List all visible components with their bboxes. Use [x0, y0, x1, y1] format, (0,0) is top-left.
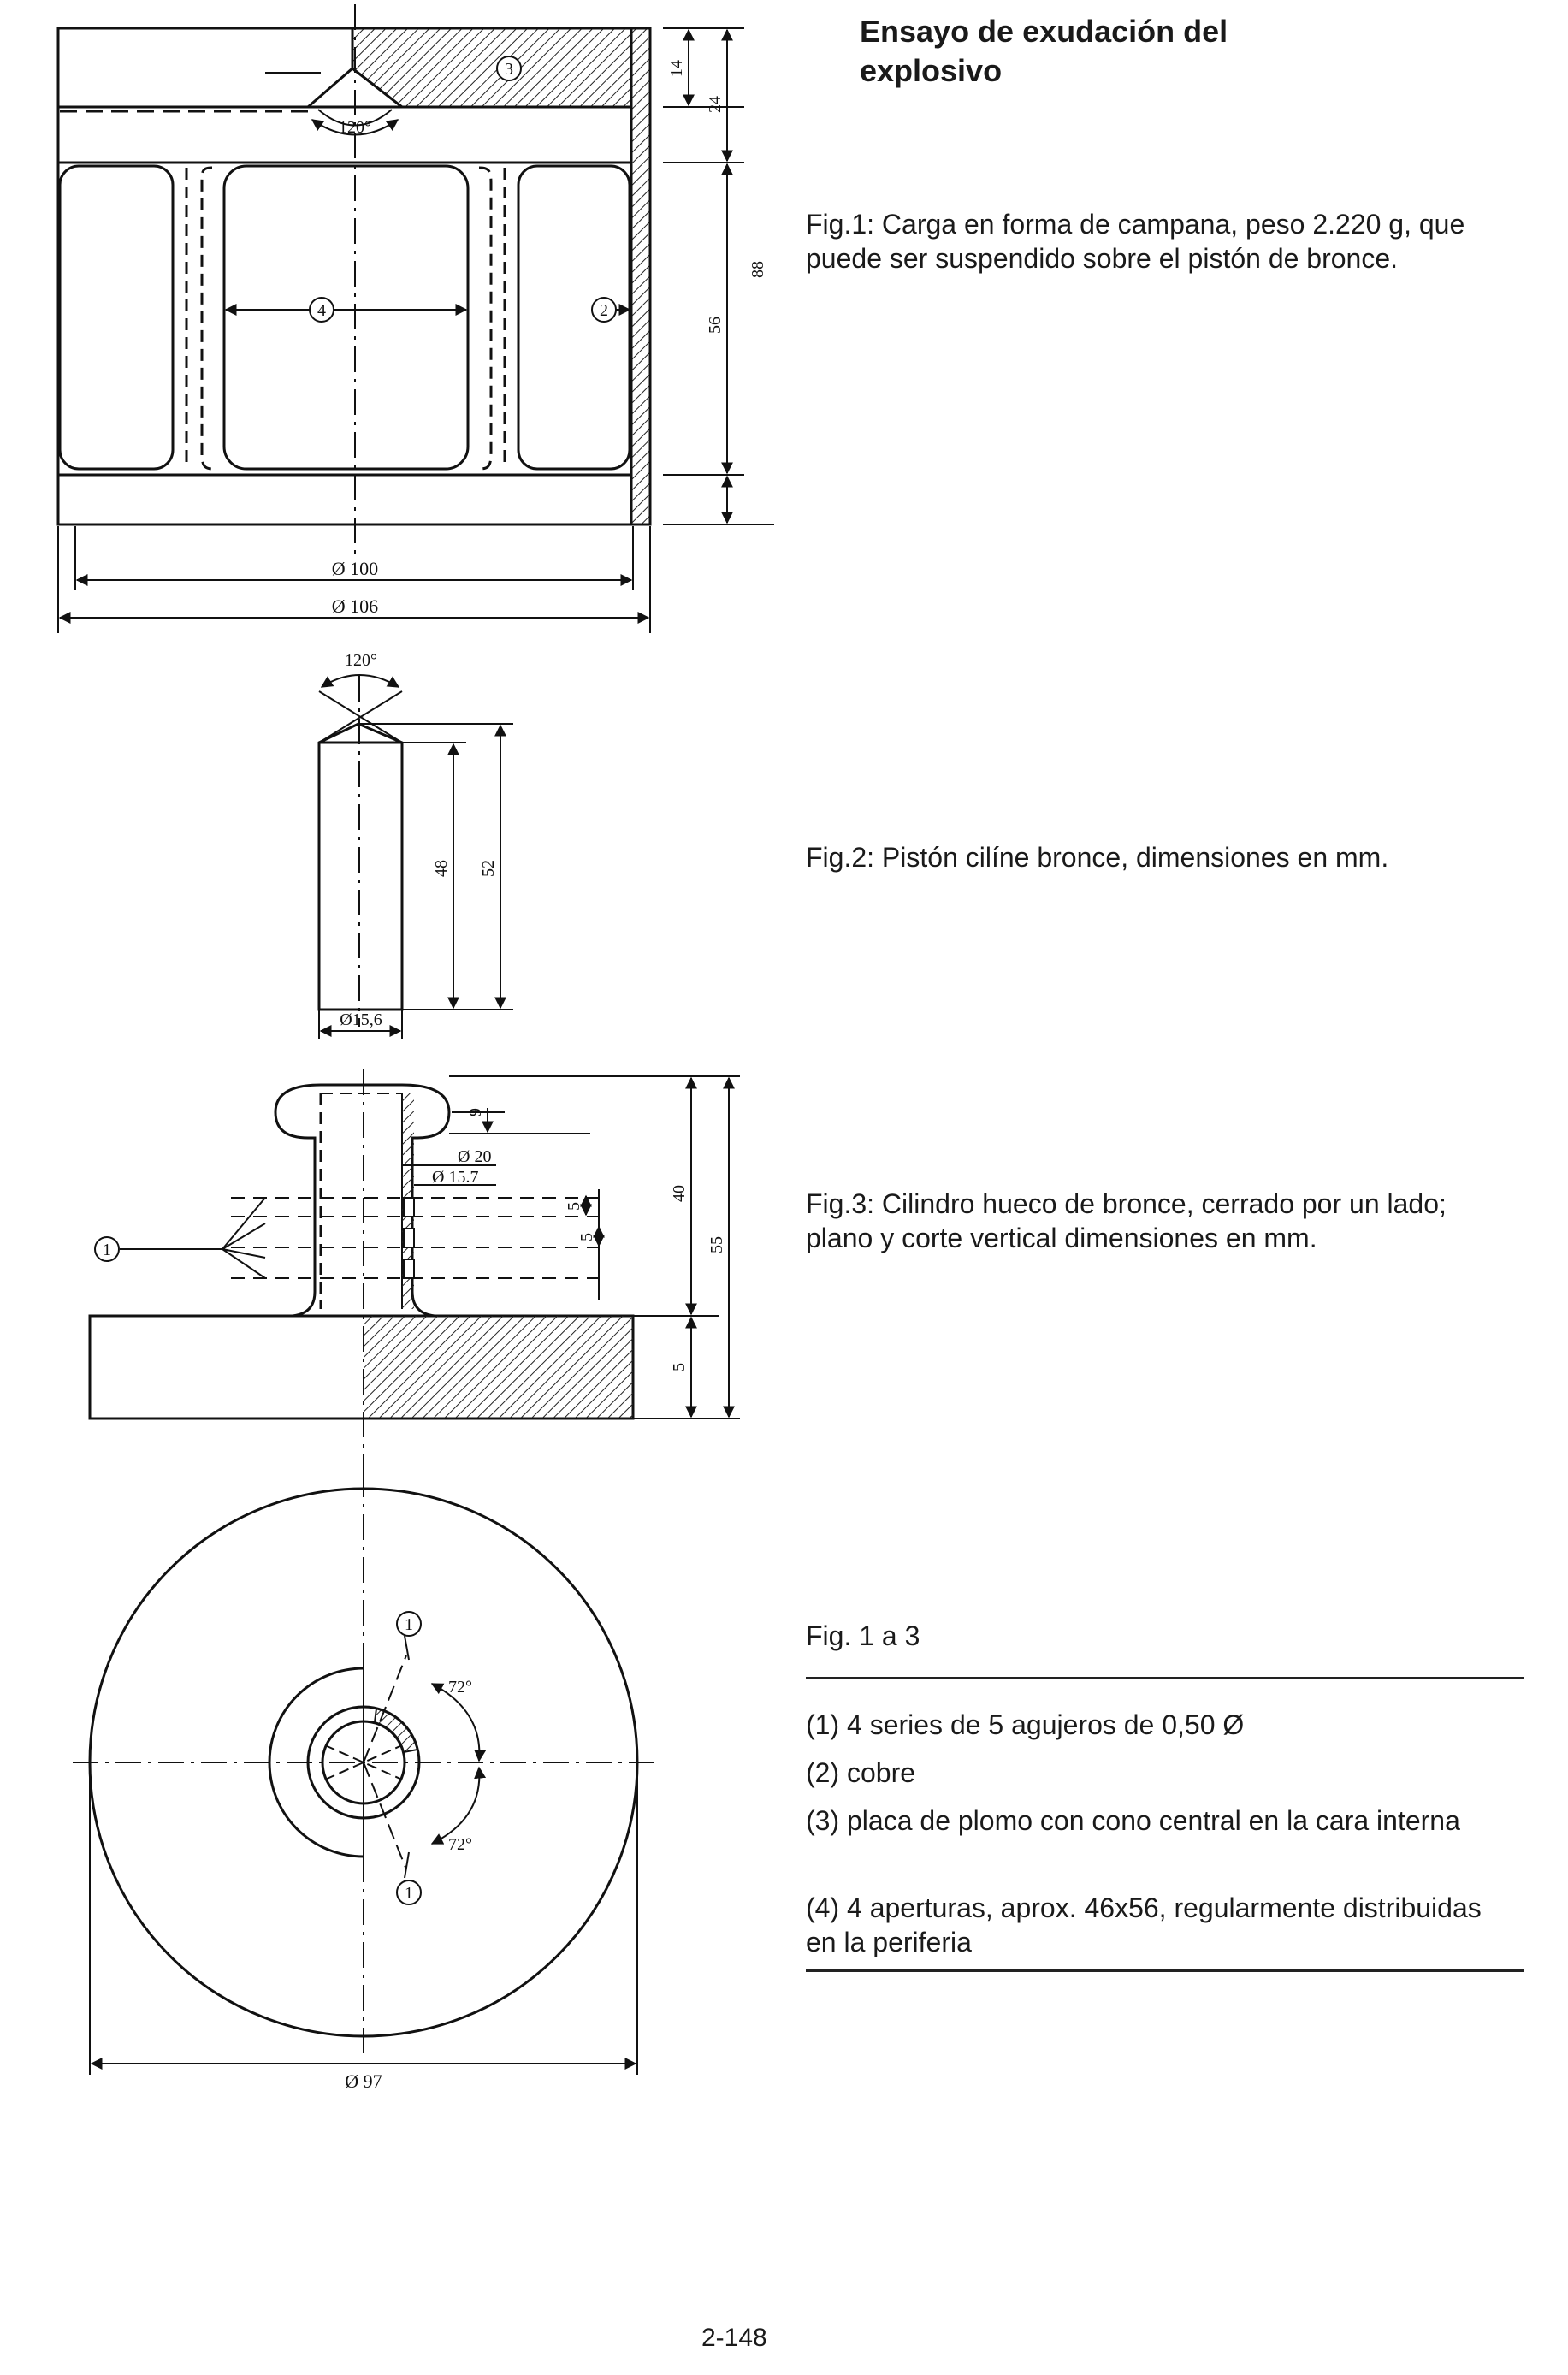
legend-bottom-rule: [806, 1969, 1524, 1972]
fig2-piston-drawing: [319, 675, 513, 1039]
fig3-callout-1: 1: [103, 1241, 111, 1259]
legend-item-1: (1) 4 series de 5 agujeros de 0,50 Ø: [806, 1709, 1245, 1740]
fig1-callout-2: 2: [600, 301, 608, 320]
fig3-caption: Fig.3: Cilindro hueco de bronce, cerrado por un lado; plano y corte vertical dimensiones en mm.: [806, 1188, 1447, 1253]
fig1-angle-label: 120°: [339, 118, 371, 137]
window-center: [224, 166, 468, 469]
fig4-callout-1-bottom: 1: [405, 1884, 413, 1903]
fig3-dim-5c: 5: [670, 1363, 689, 1371]
fig1-bell-drawing: [58, 4, 774, 633]
fig4-dim-97: Ø 97: [345, 2070, 382, 2092]
window-left: [60, 166, 173, 469]
fig1-dim-56: 56: [706, 317, 725, 334]
legend-item-4: (4) 4 aperturas, aprox. 46x56, regularmente distribuidas en la periferia: [806, 1892, 1482, 1957]
fig2-dim-52: 52: [479, 860, 498, 877]
copper-strip: [631, 28, 650, 524]
fig4-angle-72-top: 72°: [448, 1678, 472, 1697]
fig3-dim-5a: 5: [565, 1202, 583, 1211]
fig1-dim-100: Ø 100: [331, 558, 379, 579]
fig1-dim-88: 88: [748, 261, 767, 278]
fig3-cylinder-drawing: [90, 1069, 740, 1480]
fig4-callout-1-top: 1: [405, 1615, 413, 1634]
fig1-caption: Fig.1: Carga en forma de campana, peso 2.220 g, que puede ser suspendido sobre el pistón de bronce.: [806, 209, 1465, 274]
fig3-dim-20: Ø 20: [458, 1147, 492, 1166]
page-title: Ensayo de exudación del explosivo: [860, 14, 1228, 88]
legend-item-2: (2) cobre: [806, 1757, 916, 1788]
fig1-callout-4: 4: [317, 301, 326, 320]
fig1-dim-14: 14: [667, 60, 686, 77]
fig3-dim-55: 55: [707, 1236, 726, 1253]
legend-heading: Fig. 1 a 3: [806, 1620, 920, 1651]
fig2-labels: [340, 651, 498, 1029]
fig2-dim-48: 48: [432, 860, 451, 877]
fig1-callout-3: 3: [505, 60, 513, 79]
legend-item-3: (3) placa de plomo con cono central en la cara interna: [806, 1805, 1460, 1836]
fig2-angle-label: 120°: [345, 651, 377, 670]
legend-top-rule: [806, 1677, 1524, 1679]
piston-outline: [319, 724, 402, 1010]
fig1-dim-24: 24: [706, 96, 725, 113]
fig3-dim-157: Ø 15.7: [432, 1168, 479, 1187]
fig2-caption: Fig.2: Pistón cilíne bronce, dimensiones en mm.: [806, 842, 1389, 873]
fig3-dim-9: 9: [466, 1108, 485, 1116]
lead-plate: [352, 28, 631, 107]
fig1-labels: [317, 60, 767, 617]
fig3-dim-40: 40: [670, 1185, 689, 1202]
fig4-plan-drawing: [73, 1472, 654, 2075]
fig3-dim-5b: 5: [577, 1233, 596, 1241]
fig2-dim-156: Ø15,6: [340, 1010, 382, 1029]
fig4-angle-72-bottom: 72°: [448, 1835, 472, 1854]
page-number: 2-148: [701, 2324, 767, 2352]
fig1-dim-106: Ø 106: [331, 595, 379, 617]
